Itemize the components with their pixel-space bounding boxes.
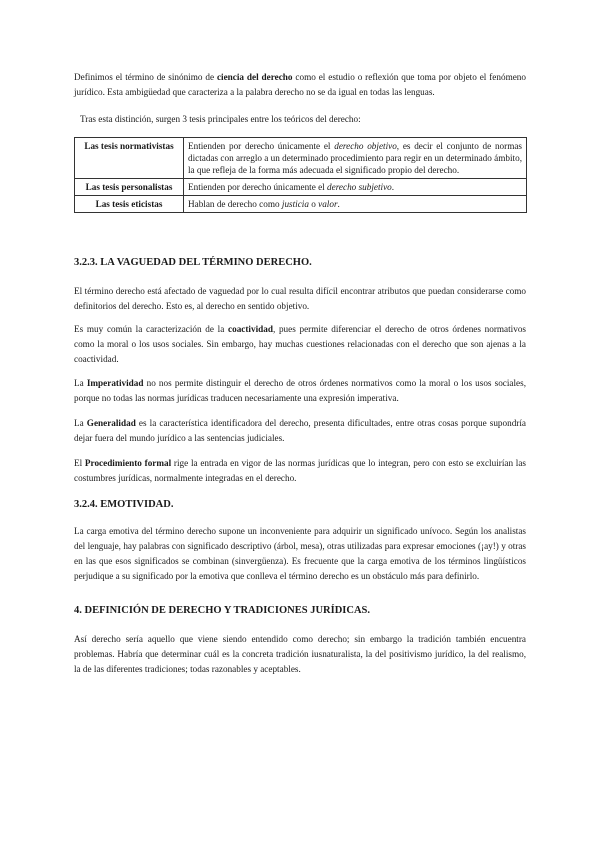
thesis-text: Entienden por derecho únicamente el (188, 182, 328, 192)
paragraph-text: , pues permite diferenciar el derecho de otros órdenes normativos como la moral o los usos sociales. Sin embargo, hay muchas cuestiones relacionadas con el derecho que son ajenas a la coactividad. (74, 324, 526, 364)
paragraph-text: La (74, 378, 87, 388)
thesis-text: . (337, 199, 340, 209)
paragraph-text: Es muy común la caracterización de la (74, 324, 229, 334)
thesis-text: Entienden por derecho únicamente el (188, 141, 335, 151)
paragraph-text: El (74, 458, 85, 468)
bold-term: Generalidad (86, 418, 136, 428)
thesis-description (184, 179, 527, 196)
thesis-italic-term: derecho objetivo (334, 141, 397, 151)
thesis-description (184, 138, 527, 179)
coactivity-paragraph (74, 322, 526, 367)
thesis-text: o (308, 199, 319, 209)
traditions-paragraph: Así derecho sería aquello que viene siendo entendido como derecho; sin embargo la tradición también encuentra problemas. Habría que determinar cuál es la concreta tradición iusnaturalista, la del positivismo jurídico, la del realismo, la de las diferentes tradiciones; todas razonables y aceptables. (74, 634, 526, 674)
bold-term: coactividad (228, 324, 273, 334)
thesis-italic-term: derecho subjetivo (327, 182, 392, 192)
intro-text-2: como el estudio o reflexión que toma por objeto el fenómeno jurídico. Esta ambigüedad que caracteriza a la palabra derecho no se da igual en todas las lenguas. (74, 72, 526, 97)
distinction-paragraph: Tras esta distinción, surgen 3 tesis principales entre los teóricos del derecho: (80, 114, 361, 124)
paragraph-text: es la característica identificadora del derecho, presenta dificultades, entre otras cosas porque supondría dejar fuera del mundo jurídico a las sentencias judiciales. (74, 418, 526, 443)
thesis-text: Hablan de derecho como (188, 199, 282, 209)
thesis-text: , es decir el conjunto de normas dictadas con arreglo a un determinado procedimiento para regir en un determinado ámbito, la que refleja de la forma más adecuada el significado propio del derecho. (188, 141, 523, 175)
thesis-italic-term: valor (318, 199, 338, 209)
intro-text-1: Definimos el término de sinónimo de (74, 72, 217, 82)
paragraph-text: no nos permite distinguir el derecho de otros órdenes normativos como la moral o los usos sociales, porque no todas las normas jurídicas traducen necesariamente una expresión imperativa. (74, 378, 526, 403)
table-row (75, 179, 527, 196)
thesis-label: Las tesis personalistas (75, 179, 184, 196)
thesis-text: . (391, 182, 395, 192)
intro-bold-term: ciencia del derecho (216, 72, 293, 82)
formal-procedure-paragraph (74, 456, 526, 486)
theses-table (74, 137, 527, 213)
section-heading-323: 3.2.3. LA VAGUEDAD DEL TÉRMINO DERECHO. (74, 257, 312, 268)
table-row (75, 196, 527, 213)
table-row (75, 138, 527, 179)
intro-paragraph (74, 70, 526, 100)
emotivity-paragraph: La carga emotiva del término derecho supone un inconveniente para adquirir un significado unívoco. Según los analistas del lenguaje, hay palabras con significado descriptivo (árbol, mesa), otras utilizadas para expresar emociones (¡ay!) y otras en las que esos significados se combinan (sinvergüenza). Es frecuente que la carga emotiva de los términos lingüísticos perjudique a su significado por la emotiva que conlleva el término derecho es un obstáculo más para definirlo. (74, 526, 526, 581)
thesis-italic-term: justicia (281, 199, 309, 209)
section-heading-4: 4. DEFINICIÓN DE DERECHO Y TRADICIONES JURÍDICAS. (74, 605, 370, 616)
thesis-label: Las tesis eticistas (75, 196, 184, 213)
paragraph-text: La (74, 418, 87, 428)
generality-paragraph (74, 416, 526, 446)
thesis-description (184, 196, 527, 213)
section-heading-324: 3.2.4. EMOTIVIDAD. (74, 499, 174, 510)
paragraph-text: rige la entrada en vigor de las normas jurídicas que lo integran, pero con esto se excluirían las costumbres jurídicas, normalmente integradas en el derecho. (74, 458, 526, 483)
thesis-label: Las tesis normativistas (75, 138, 184, 179)
vagueness-paragraph: El término derecho está afectado de vaguedad por lo cual resulta difícil encontrar atributos que puedan considerarse como definitorios del derecho. Esto es, al derecho en sentido objetivo. (74, 286, 526, 311)
bold-term: Procedimiento formal (84, 458, 172, 468)
bold-term: Imperatividad (86, 378, 144, 388)
imperativity-paragraph (74, 376, 526, 406)
